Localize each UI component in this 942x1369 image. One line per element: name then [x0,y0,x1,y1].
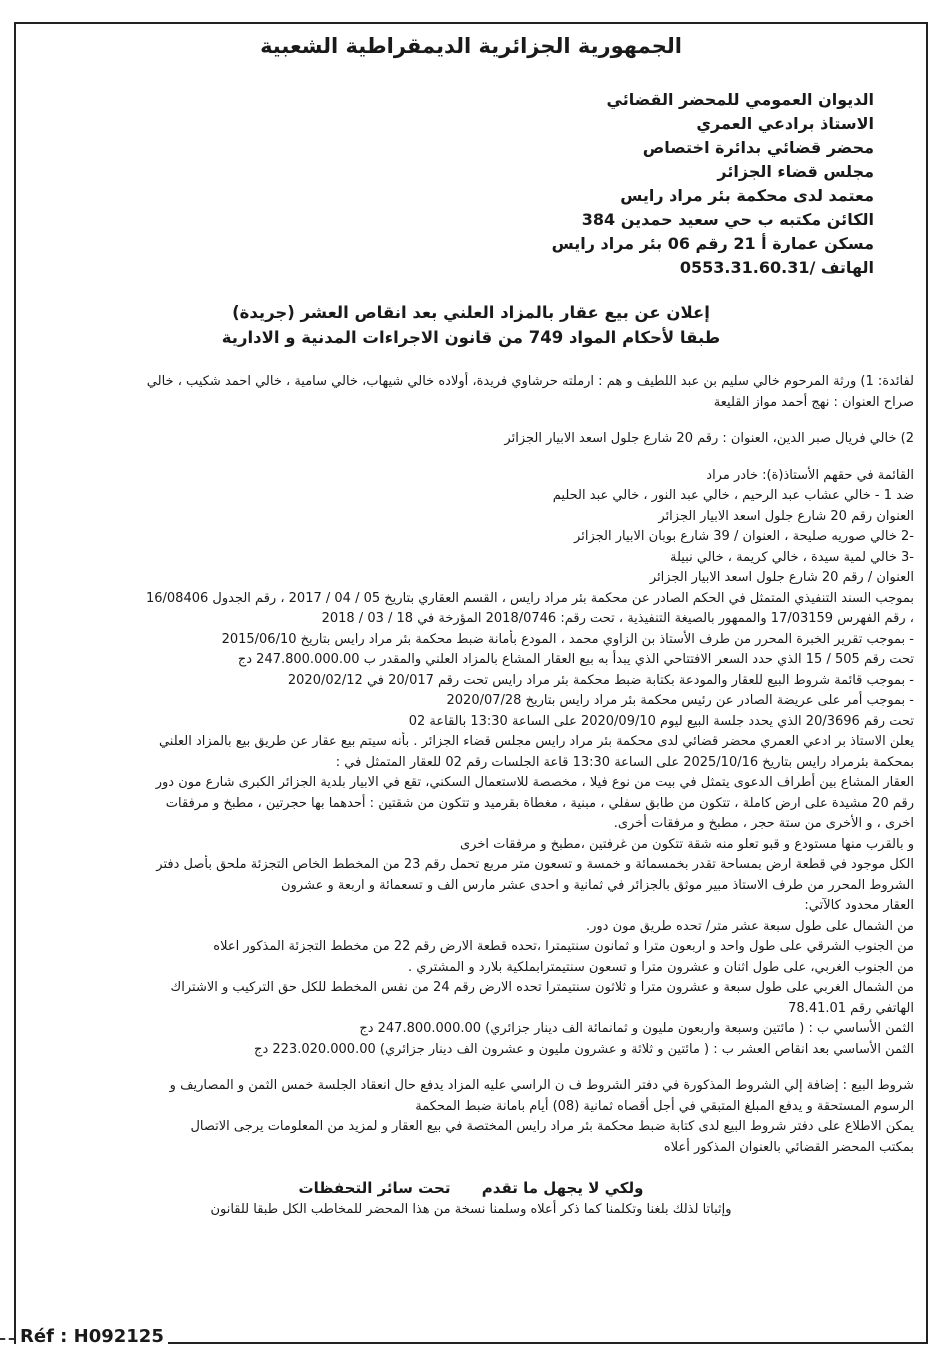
text-line: الهاتفي رقم 78.41.01 [788,1000,914,1016]
closing-statement: ولكي لا يجهل ما تقدم تحت سائر التحفظات [298,1179,644,1197]
text-line: من الجنوب الشرقي على طول واحد و اربعون مترا و ثمانون سنتيمترا ،تحده قطعة الارض رقم 22 من مخطط التجزئة المذكور اعلاه [213,939,914,954]
text-line: من الجنوب الغربي، على طول اثنان و عشرون مترا و تسعون سنتيمترابملكية بلارد و المشتري . [408,959,914,975]
text-line: تحت رقم 20/3696 الذي يحدد جلسة البيع ليوم 2020/09/10 على الساعة 13:30 بالقاعة 02 [408,713,914,729]
announcement-content [28,30,914,1220]
base-price: الثمن الأساسي ب : ( مائتين وسبعة واربعون مليون و ثمانمائة الف دينار جزائري) 247.800.000.00 دج [359,1021,914,1036]
text-line: شروط البيع : إضافة إلي الشروط المذكورة في دفتر الشروط ف ن الراسي عليه المزاد يدفع حال انعقاد الجلسة خمس الثمن و المصاريف و [169,1078,914,1093]
title-line: إعلان عن بيع عقار بالمزاد العلني بعد انقاص العشر (جريدة) [232,303,710,322]
closing-note: وإثباتا لذلك بلغنا وتكلمنا كما ذكر أعلاه وسلمنا نسخة من هذا المحضر للمخاطب الكل طبقا للقانون [210,1202,732,1217]
office-line: معتمد لدى محكمة بئر مراد رايس [620,186,874,205]
text-line: - بموجب تقرير الخبرة المحرر من طرف الأستاذ بن الزاوي محمد ، المودع بأمانة ضبط محكمة بئر مراد رايس بتاريخ 2015/06/10 [221,631,914,647]
republic-heading: الجمهورية الجزائرية الديمقراطية الشعبية [260,34,682,58]
text-line: العنوان / رقم 20 شارع جلول اسعد الابيار الجزائر [649,570,914,585]
text-line: العنوان رقم 20 شارع جلول اسعد الابيار الجزائر [658,508,914,524]
text-line: بمحكمة بئرمراد رايس بتاريخ 2025/10/16 على الساعة 13:30 قاعة الجلسات رقم 02 للعقار المتمثل في : [335,754,914,770]
office-line: محضر قضائي بدائرة اختصاص [642,138,874,157]
beneficiary-section [28,372,914,413]
bailiff-office-block [28,88,874,280]
text-line: الرسوم المستحقة و يدفع المبلغ المتبقي في أجل أقصاه ثمانية (08) أيام بامانة ضبط المحكمة [415,1098,914,1114]
beneficiary-second [28,429,914,450]
reference-dash [0,1338,14,1340]
text-line: - بموجب قائمة شروط البيع للعقار والمودعة بكتابة ضبط محكمة بئر مراد رايس تحت رقم 20/017 في 2020/02/12 [287,672,914,688]
text-line: بمكتب المحضر القضائي بالعنوان المذكور أعلاه [663,1139,914,1155]
text-line: يعلن الاستاذ بر ادعي العمري محضر قضائي لدى محكمة بئر مراد رايس مجلس قضاء الجزائر . بأنه سيتم بيع عقار عن طريق بيع بالمزاد العلني [158,734,914,749]
text-line: العقار المشاع بين أطراف الدعوى يتمثل في بيت من نوع فيلا ، مخصصة للاستعمال السكني، تقع في الابيار بلدية الجزائر الكبرى شارع مون دور [155,775,914,790]
reduced-price: الثمن الأساسي بعد انقاص العشر ب : ( مائتين و ثلاثة و عشرون مليون و عشرون الف دينار جزائري) 223.020.000.00 دج [254,1041,914,1057]
office-line: الكائن مكتبه ب حي سعيد حمدين 384 [581,210,874,229]
text-line: و بالقرب منها مستودع و قبو تعلو منه شقة تتكون من غرفتين ،مطبخ و مرفقات اخرى [459,836,914,852]
text-line: تحت رقم 505 / 15 الذي حدد السعر الافتتاحي الذي يبدأ به بيع العقار المشاع بالمزاد العلني والمقدر ب 247.800.000.00 دج [237,652,914,667]
text-line: - بموجب أمر على عريضة الصادر عن رئيس محكمة بئر مراد رايس بتاريخ 2020/07/28 [446,693,914,708]
text-line: من الشمال الغربي على طول سبعة و عشرون مترا و ثلاثون سنتيمترا تحده الارض رقم 24 من نفس المخطط للكل حق التركيب و الاشتراك [170,980,914,995]
text-line: بموجب السند التنفيذي المتمثل في الحكم الصادر عن محكمة بئر مراد رايس ، القسم العقاري بتاريخ 05 / 04 / 2017 ، رقم الجدول 16/08406 [145,590,914,606]
text-line: لفائدة: 1) ورثة المرحوم خالي سليم بن عبد اللطيف و هم : ارملته حرشاوي فريدة، أولاده خالي شيهاب، خالي سامية ، خالي احمد شكيب ، خالي [146,374,914,389]
text-line: من الشمال على طول سبعة عشر متر/ تحده طريق مون دور. [585,918,914,934]
text-line: 2) خالي فريال صبر الدين، العنوان : رقم 20 شارع جلول اسعد الابيار الجزائر [504,431,914,446]
announcement-body [28,466,914,1061]
text-line: القائمة في حقهم الأستاذ(ة): خادر مراد [706,467,914,483]
office-line: مسكن عمارة أ 21 رقم 06 بئر مراد رايس [551,234,874,253]
text-line: -3 خالي لمية سيدة ، خالي كريمة ، خالي نبيلة [670,549,914,565]
title-line: طبقا لأحكام المواد 749 من قانون الاجراءات المدنية و الادارية [221,328,721,347]
text-line: رقم 20 مشيدة على ارض كاملة ، تتكون من طابق سفلي ، مبنية ، مغطاة بقرميد و تتكون من شقتين : أحدهما بها حجرتين ، مطبخ و مرفقات [165,795,914,811]
office-line: مجلس قضاء الجزائر [717,162,874,181]
text-line: ، رقم الفهرس 17/03159 والممهور بالصيغة التنفيذية ، تحت رقم: 2018/0746 المؤرخة في 18 / 03 / 2018 [321,611,914,626]
reference-row [0,1326,942,1350]
text-line: العقار محدود كالآتي: [804,898,914,913]
text-line: ضد 1 - خالي عشاب عبد الرحيم ، خالي عبد النور ، خالي عبد الحليم [552,488,914,503]
text-line: اخرى ، و الأخرى من ستة حجر ، مطبخ و مرفقات أخرى. [613,816,914,831]
text-line: -2 خالي صوريه صليحة ، العنوان / 39 شارع بوبان الابيار الجزائر [574,529,914,544]
office-line: الاستاذ برادعي العمري [696,114,874,133]
reference-number: Réf : H092125 [16,1326,168,1347]
office-line: الديوان العمومي للمحضر القضائي [606,90,874,109]
announcement-title [28,300,914,350]
text-line: صراح العنوان : نهج أحمد مواز القليعة [713,394,914,410]
office-phone: الهاتف /0553.31.60.31 [679,258,874,277]
sale-conditions [28,1076,914,1158]
text-line: يمكن الاطلاع على دفتر شروط البيع لدى كتابة ضبط محكمة بئر مراد رايس المختصة في بيع العقار و لمزيد من المعلومات يرجى الاتصال [190,1119,914,1134]
text-line: الكل موجود في قطعة ارض بمساحة تقدر بخمسمائة و خمسة و تسعون متر مربع تحمل رقم 23 من المخطط الخاص التجزئة ملحق بأصل دفتر [156,857,914,872]
text-line: الشروط المحرر من طرف الاستاذ مبير موثق بالجزائر في ثمانية و احدى عشر مارس الف و تسعمائة و اربعة و عشرون [281,877,914,893]
